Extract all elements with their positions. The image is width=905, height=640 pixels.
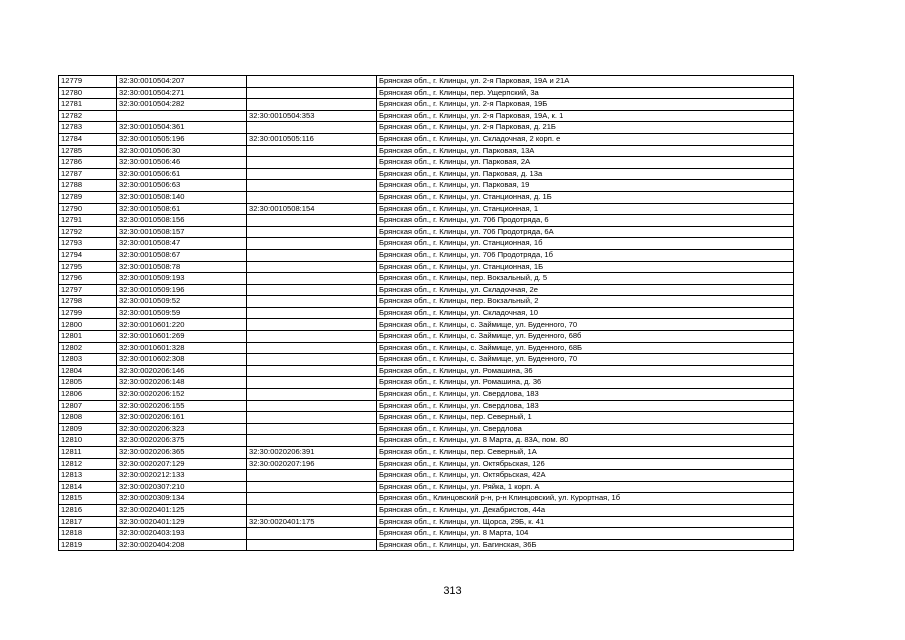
row-number-cell: 12796 xyxy=(59,273,117,285)
address-cell: Брянская обл., г. Клинцы, ул. 706 Продотряда, 6 xyxy=(377,215,794,227)
cadastral-number-cell: 32:30:0010509:196 xyxy=(117,284,247,296)
table-row xyxy=(59,249,794,261)
table-row xyxy=(59,157,794,169)
row-number-cell: 12819 xyxy=(59,539,117,551)
table-row xyxy=(59,296,794,308)
row-number-cell: 12814 xyxy=(59,481,117,493)
row-number-cell: 12818 xyxy=(59,528,117,540)
table-row xyxy=(59,76,794,88)
linked-cadastral-number-cell xyxy=(247,377,377,389)
linked-cadastral-number-cell xyxy=(247,238,377,250)
address-cell: Брянская обл., г. Клинцы, пер. Вокзальный, 2 xyxy=(377,296,794,308)
table-row xyxy=(59,354,794,366)
linked-cadastral-number-cell xyxy=(247,504,377,516)
row-number-cell: 12806 xyxy=(59,389,117,401)
cadastral-number-cell xyxy=(117,110,247,122)
address-cell: Брянская обл., г. Клинцы, пер. Северный, 1 xyxy=(377,412,794,424)
row-number-cell: 12792 xyxy=(59,226,117,238)
cadastral-number-cell: 32:30:0010504:207 xyxy=(117,76,247,88)
row-number-cell: 12795 xyxy=(59,261,117,273)
table-row xyxy=(59,516,794,528)
address-cell: Брянская обл., г. Клинцы, ул. Ромашина, 36 xyxy=(377,365,794,377)
linked-cadastral-number-cell xyxy=(247,122,377,134)
table-row xyxy=(59,481,794,493)
address-cell: Брянская обл., г. Клинцы, ул. Складочная, 2 корп. е xyxy=(377,133,794,145)
table-row xyxy=(59,365,794,377)
cadastral-number-cell: 32:30:0010506:61 xyxy=(117,168,247,180)
linked-cadastral-number-cell xyxy=(247,215,377,227)
table-row xyxy=(59,528,794,540)
cadastral-number-cell: 32:30:0010508:140 xyxy=(117,191,247,203)
table-row xyxy=(59,133,794,145)
cadastral-number-cell: 32:30:0020404:208 xyxy=(117,539,247,551)
address-cell: Брянская обл., г. Клинцы, ул. Парковая, д. 13а xyxy=(377,168,794,180)
cadastral-number-cell: 32:30:0020206:365 xyxy=(117,447,247,459)
linked-cadastral-number-cell: 32:30:0020206:391 xyxy=(247,447,377,459)
linked-cadastral-number-cell: 32:30:0010504:353 xyxy=(247,110,377,122)
address-cell: Брянская обл., г. Клинцы, ул. Декабристов, 44а xyxy=(377,504,794,516)
linked-cadastral-number-cell xyxy=(247,157,377,169)
cadastral-number-cell: 32:30:0010508:47 xyxy=(117,238,247,250)
linked-cadastral-number-cell xyxy=(247,273,377,285)
table-row xyxy=(59,203,794,215)
cadastral-number-cell: 32:30:0020206:161 xyxy=(117,412,247,424)
cadastral-number-cell: 32:30:0020206:375 xyxy=(117,435,247,447)
cadastral-number-cell: 32:30:0020206:323 xyxy=(117,423,247,435)
table-row xyxy=(59,307,794,319)
address-cell: Брянская обл., г. Клинцы, ул. Парковая, 2А xyxy=(377,157,794,169)
cadastral-number-cell: 32:30:0020309:134 xyxy=(117,493,247,505)
address-cell: Брянская обл., г. Клинцы, ул. Складочная, 10 xyxy=(377,307,794,319)
address-cell: Брянская обл., г. Клинцы, ул. Свердлова xyxy=(377,423,794,435)
address-cell: Брянская обл., г. Клинцы, ул. Парковая, 19 xyxy=(377,180,794,192)
linked-cadastral-number-cell: 32:30:0010505:116 xyxy=(247,133,377,145)
linked-cadastral-number-cell xyxy=(247,168,377,180)
linked-cadastral-number-cell xyxy=(247,470,377,482)
row-number-cell: 12794 xyxy=(59,249,117,261)
linked-cadastral-number-cell xyxy=(247,76,377,88)
linked-cadastral-number-cell xyxy=(247,400,377,412)
cadastral-registry-table xyxy=(58,75,794,551)
row-number-cell: 12811 xyxy=(59,447,117,459)
cadastral-number-cell: 32:30:0010508:78 xyxy=(117,261,247,273)
cadastral-number-cell: 32:30:0010504:361 xyxy=(117,122,247,134)
row-number-cell: 12805 xyxy=(59,377,117,389)
address-cell: Брянская обл., г. Клинцы, ул. 8 Марта, 104 xyxy=(377,528,794,540)
cadastral-number-cell: 32:30:0010601:328 xyxy=(117,342,247,354)
cadastral-number-cell: 32:30:0020401:125 xyxy=(117,504,247,516)
table-row xyxy=(59,447,794,459)
cadastral-number-cell: 32:30:0010506:46 xyxy=(117,157,247,169)
table-row xyxy=(59,99,794,111)
table-row xyxy=(59,238,794,250)
linked-cadastral-number-cell xyxy=(247,412,377,424)
table-row xyxy=(59,539,794,551)
table-row xyxy=(59,180,794,192)
table-row xyxy=(59,342,794,354)
row-number-cell: 12800 xyxy=(59,319,117,331)
table-row xyxy=(59,87,794,99)
table-row xyxy=(59,435,794,447)
row-number-cell: 12797 xyxy=(59,284,117,296)
row-number-cell: 12812 xyxy=(59,458,117,470)
registry-table-body xyxy=(59,76,794,551)
address-cell: Брянская обл., г. Клинцы, пер. Вокзальный, д. 5 xyxy=(377,273,794,285)
cadastral-number-cell: 32:30:0010508:61 xyxy=(117,203,247,215)
linked-cadastral-number-cell xyxy=(247,180,377,192)
address-cell: Брянская обл., г. Клинцы, ул. 706 Продотряда, 1б xyxy=(377,249,794,261)
address-cell: Брянская обл., г. Клинцы, пер. Ущерпский, 3а xyxy=(377,87,794,99)
linked-cadastral-number-cell xyxy=(247,365,377,377)
linked-cadastral-number-cell xyxy=(247,87,377,99)
address-cell: Брянская обл., г. Клинцы, ул. 2-я Парковая, 19А, к. 1 xyxy=(377,110,794,122)
cadastral-number-cell: 32:30:0020212:133 xyxy=(117,470,247,482)
cadastral-number-cell: 32:30:0020206:148 xyxy=(117,377,247,389)
cadastral-number-cell: 32:30:0010508:156 xyxy=(117,215,247,227)
row-number-cell: 12784 xyxy=(59,133,117,145)
table-row xyxy=(59,261,794,273)
cadastral-number-cell: 32:30:0020307:210 xyxy=(117,481,247,493)
address-cell: Брянская обл., г. Клинцы, ул. Багинская, 36Б xyxy=(377,539,794,551)
table-row xyxy=(59,215,794,227)
cadastral-number-cell: 32:30:0010602:308 xyxy=(117,354,247,366)
row-number-cell: 12789 xyxy=(59,191,117,203)
table-row xyxy=(59,273,794,285)
row-number-cell: 12804 xyxy=(59,365,117,377)
address-cell: Брянская обл., г. Клинцы, ул. 2-я Парковая, д. 21Б xyxy=(377,122,794,134)
row-number-cell: 12786 xyxy=(59,157,117,169)
table-row xyxy=(59,377,794,389)
address-cell: Брянская обл., г. Клинцы, ул. Ромашина, д. 36 xyxy=(377,377,794,389)
linked-cadastral-number-cell xyxy=(247,331,377,343)
linked-cadastral-number-cell xyxy=(247,307,377,319)
table-row xyxy=(59,504,794,516)
address-cell: Брянская обл., г. Клинцы, ул. Складочная, 2е xyxy=(377,284,794,296)
address-cell: Брянская обл., г. Клинцы, с. Займище, ул. Буденного, 68б xyxy=(377,331,794,343)
table-row xyxy=(59,423,794,435)
table-row xyxy=(59,331,794,343)
row-number-cell: 12780 xyxy=(59,87,117,99)
row-number-cell: 12807 xyxy=(59,400,117,412)
row-number-cell: 12802 xyxy=(59,342,117,354)
row-number-cell: 12810 xyxy=(59,435,117,447)
table-row xyxy=(59,168,794,180)
linked-cadastral-number-cell xyxy=(247,261,377,273)
address-cell: Брянская обл., г. Клинцы, с. Займище, ул. Буденного, 70 xyxy=(377,319,794,331)
address-cell: Брянская обл., г. Клинцы, ул. 706 Продотряда, 6А xyxy=(377,226,794,238)
cadastral-number-cell: 32:30:0010601:269 xyxy=(117,331,247,343)
linked-cadastral-number-cell xyxy=(247,389,377,401)
address-cell: Брянская обл., Клинцовский р-н, р-н Клинцовский, ул. Курортная, 1б xyxy=(377,493,794,505)
row-number-cell: 12809 xyxy=(59,423,117,435)
cadastral-number-cell: 32:30:0010509:52 xyxy=(117,296,247,308)
address-cell: Брянская обл., г. Клинцы, ул. Станционная, д. 1Б xyxy=(377,191,794,203)
row-number-cell: 12790 xyxy=(59,203,117,215)
row-number-cell: 12803 xyxy=(59,354,117,366)
table-row xyxy=(59,110,794,122)
linked-cadastral-number-cell xyxy=(247,528,377,540)
row-number-cell: 12783 xyxy=(59,122,117,134)
cadastral-number-cell: 32:30:0010504:271 xyxy=(117,87,247,99)
address-cell: Брянская обл., г. Клинцы, ул. 8 Марта, д. 83А, пом. 80 xyxy=(377,435,794,447)
table-row xyxy=(59,122,794,134)
row-number-cell: 12808 xyxy=(59,412,117,424)
table-row xyxy=(59,493,794,505)
row-number-cell: 12791 xyxy=(59,215,117,227)
row-number-cell: 12799 xyxy=(59,307,117,319)
address-cell: Брянская обл., г. Клинцы, ул. 2-я Парковая, 19А и 21А xyxy=(377,76,794,88)
linked-cadastral-number-cell xyxy=(247,481,377,493)
address-cell: Брянская обл., г. Клинцы, ул. Станционная, 1Б xyxy=(377,261,794,273)
table-row xyxy=(59,458,794,470)
table-row xyxy=(59,470,794,482)
address-cell: Брянская обл., г. Клинцы, ул. 2-я Парковая, 19Б xyxy=(377,99,794,111)
table-row xyxy=(59,284,794,296)
table-row xyxy=(59,319,794,331)
cadastral-number-cell: 32:30:0020206:146 xyxy=(117,365,247,377)
row-number-cell: 12798 xyxy=(59,296,117,308)
table-row xyxy=(59,226,794,238)
linked-cadastral-number-cell xyxy=(247,249,377,261)
linked-cadastral-number-cell xyxy=(247,539,377,551)
row-number-cell: 12788 xyxy=(59,180,117,192)
linked-cadastral-number-cell xyxy=(247,354,377,366)
cadastral-number-cell: 32:30:0010508:67 xyxy=(117,249,247,261)
linked-cadastral-number-cell xyxy=(247,145,377,157)
row-number-cell: 12815 xyxy=(59,493,117,505)
cadastral-number-cell: 32:30:0020401:129 xyxy=(117,516,247,528)
linked-cadastral-number-cell: 32:30:0020401:175 xyxy=(247,516,377,528)
linked-cadastral-number-cell xyxy=(247,423,377,435)
linked-cadastral-number-cell xyxy=(247,435,377,447)
row-number-cell: 12801 xyxy=(59,331,117,343)
cadastral-number-cell: 32:30:0020207:129 xyxy=(117,458,247,470)
cadastral-number-cell: 32:30:0010505:196 xyxy=(117,133,247,145)
cadastral-number-cell: 32:30:0010508:157 xyxy=(117,226,247,238)
address-cell: Брянская обл., г. Клинцы, ул. Ряйка, 1 корп. А xyxy=(377,481,794,493)
linked-cadastral-number-cell xyxy=(247,99,377,111)
linked-cadastral-number-cell: 32:30:0020207:196 xyxy=(247,458,377,470)
address-cell: Брянская обл., г. Клинцы, ул. Станционная, 1 xyxy=(377,203,794,215)
table-row xyxy=(59,412,794,424)
row-number-cell: 12816 xyxy=(59,504,117,516)
row-number-cell: 12781 xyxy=(59,99,117,111)
cadastral-number-cell: 32:30:0010509:59 xyxy=(117,307,247,319)
linked-cadastral-number-cell xyxy=(247,284,377,296)
cadastral-number-cell: 32:30:0010506:30 xyxy=(117,145,247,157)
linked-cadastral-number-cell xyxy=(247,319,377,331)
row-number-cell: 12787 xyxy=(59,168,117,180)
address-cell: Брянская обл., г. Клинцы, ул. Свердлова, 183 xyxy=(377,389,794,401)
cadastral-number-cell: 32:30:0020403:193 xyxy=(117,528,247,540)
address-cell: Брянская обл., г. Клинцы, ул. Октябрьская, 126 xyxy=(377,458,794,470)
linked-cadastral-number-cell xyxy=(247,342,377,354)
address-cell: Брянская обл., г. Клинцы, с. Займище, ул. Буденного, 70 xyxy=(377,354,794,366)
table-row xyxy=(59,389,794,401)
linked-cadastral-number-cell xyxy=(247,493,377,505)
address-cell: Брянская обл., г. Клинцы, ул. Октябрьская, 42А xyxy=(377,470,794,482)
cadastral-number-cell: 32:30:0010601:220 xyxy=(117,319,247,331)
address-cell: Брянская обл., г. Клинцы, пер. Северный, 1А xyxy=(377,447,794,459)
cadastral-number-cell: 32:30:0020206:155 xyxy=(117,400,247,412)
row-number-cell: 12813 xyxy=(59,470,117,482)
row-number-cell: 12782 xyxy=(59,110,117,122)
address-cell: Брянская обл., г. Клинцы, ул. Станционная, 1б xyxy=(377,238,794,250)
linked-cadastral-number-cell: 32:30:0010508:154 xyxy=(247,203,377,215)
cadastral-number-cell: 32:30:0010506:63 xyxy=(117,180,247,192)
linked-cadastral-number-cell xyxy=(247,191,377,203)
row-number-cell: 12785 xyxy=(59,145,117,157)
table-row xyxy=(59,191,794,203)
table-row xyxy=(59,400,794,412)
cadastral-number-cell: 32:30:0020206:152 xyxy=(117,389,247,401)
address-cell: Брянская обл., г. Клинцы, ул. Парковая, 13А xyxy=(377,145,794,157)
page-number: 313 xyxy=(443,585,462,597)
address-cell: Брянская обл., г. Клинцы, с. Займище, ул. Буденного, 68Б xyxy=(377,342,794,354)
table-row xyxy=(59,145,794,157)
address-cell: Брянская обл., г. Клинцы, ул. Щорса, 29Б, к. 41 xyxy=(377,516,794,528)
row-number-cell: 12793 xyxy=(59,238,117,250)
row-number-cell: 12779 xyxy=(59,76,117,88)
row-number-cell: 12817 xyxy=(59,516,117,528)
linked-cadastral-number-cell xyxy=(247,296,377,308)
cadastral-number-cell: 32:30:0010504:282 xyxy=(117,99,247,111)
linked-cadastral-number-cell xyxy=(247,226,377,238)
address-cell: Брянская обл., г. Клинцы, ул. Свердлова, 183 xyxy=(377,400,794,412)
cadastral-number-cell: 32:30:0010509:193 xyxy=(117,273,247,285)
